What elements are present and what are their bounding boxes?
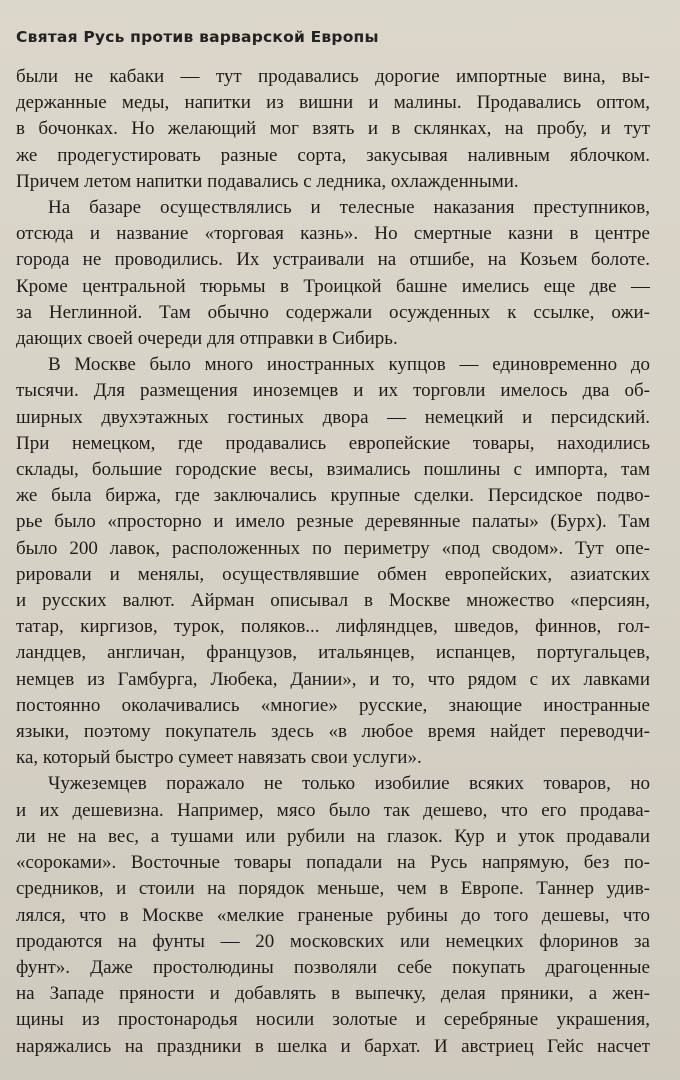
text-line: же была биржа, где заключались крупные сделки. Персидское подво- — [16, 485, 650, 507]
text-line: Причем летом напитки подавались с ледника, охлажденными. — [16, 170, 519, 192]
text-line: и русских валют. Айрман описывал в Москве множество «персиян, — [16, 590, 650, 612]
text-line: татар, киргизов, турок, поляков... лифляндцев, шведов, финнов, гол- — [16, 616, 650, 638]
text-line: рировали и менялы, осуществлявшие обмен европейских, азиатских — [16, 563, 650, 585]
text-line: фунт». Даже простолюдины позволяли себе покупать драгоценные — [16, 956, 650, 978]
body-text — [16, 64, 650, 1060]
text-line: «сороками». Восточные товары попадали на Русь напрямую, без по- — [16, 852, 650, 874]
text-line: языки, поэтому покупатель здесь «в любое время найдет переводчи- — [16, 721, 650, 743]
text-line: были не кабаки — тут продавались дорогие импортные вина, вы- — [16, 66, 650, 87]
text-line: В Москве было много иностранных купцов — единовременно до — [48, 354, 650, 376]
text-line: держанные меды, напитки из вишни и малины. Продавались оптом, — [16, 92, 650, 114]
text-line: тысячи. Для размещения иноземцев и их торговли имелось два об- — [16, 380, 650, 402]
text-line: наряжались на праздники в шелка и бархат. И австриец Гейс насчет — [16, 1035, 650, 1057]
text-line: щины из простонародья носили золотые и серебряные украшения, — [16, 1009, 650, 1031]
text-line: ка, который быстро сумеет навязать свои услуги». — [16, 747, 422, 769]
paragraph — [16, 771, 650, 1059]
text-line: было 200 лавок, расположенных по периметру «под сводом». Тут опе- — [16, 537, 650, 559]
text-line: склады, большие городские весы, взимались пошлины с импорта, там — [16, 459, 650, 481]
text-line: ли не на вес, а тушами или рубили на глазок. Кур и уток продавали — [16, 825, 650, 847]
text-line: При немецком, где продавались европейские товары, находились — [16, 432, 650, 454]
text-line: немцев из Гамбурга, Любека, Дании», и то, что рядом с их лавками — [16, 668, 650, 690]
text-line: дающих своей очереди для отправки в Сибирь. — [16, 328, 398, 350]
text-line: лялся, что в Москве «мелкие граненые рубины до того дешевы, что — [16, 904, 650, 926]
paragraph — [16, 352, 650, 771]
text-line: постоянно околачивались «многие» русские, знающие иностранные — [16, 694, 650, 716]
text-line: же продегустировать разные сорта, закусывая наливным яблочком. — [16, 144, 650, 166]
paragraph — [16, 64, 650, 195]
text-line: Чужеземцев поражало не только изобилие всяких товаров, но — [48, 773, 650, 795]
text-line: Кроме центральной тюрьмы в Троицкой башне имелись еще две — — [16, 275, 650, 297]
text-line: на Западе пряности и добавлять в выпечку, делая пряники, а жен- — [16, 983, 650, 1005]
text-line: продаются на фунты — 20 московских или немецких флоринов за — [16, 930, 650, 952]
text-line: средников, и стоили на порядок меньше, чем в Европе. Таннер удив- — [16, 878, 650, 900]
text-line: города не проводились. Их устраивали на отшибе, на Козьем болоте. — [16, 249, 650, 271]
text-line: рье было «просторно и имело резные деревянные палаты» (Бурх). Там — [16, 511, 650, 533]
text-line: На базаре осуществлялись и телесные наказания преступников, — [48, 197, 650, 219]
text-line: отсюда и название «торговая казнь». Но смертные казни в центре — [16, 223, 650, 245]
paragraph — [16, 195, 650, 352]
text-line: ширных двухэтажных гостиных двора — немецкий и персидский. — [16, 406, 650, 428]
text-line: и их дешевизна. Например, мясо было так дешево, что его продава- — [16, 799, 650, 821]
text-line: ландцев, англичан, французов, итальянцев, испанцев, португальцев, — [16, 642, 650, 664]
text-line: в бочонках. Но желающий мог взять и в склянках, на пробу, и тут — [16, 118, 650, 140]
running-head: Святая Русь против варварской Европы — [16, 28, 379, 46]
text-line: за Неглинной. Там обычно содержали осужденных к ссылке, ожи- — [16, 301, 650, 323]
